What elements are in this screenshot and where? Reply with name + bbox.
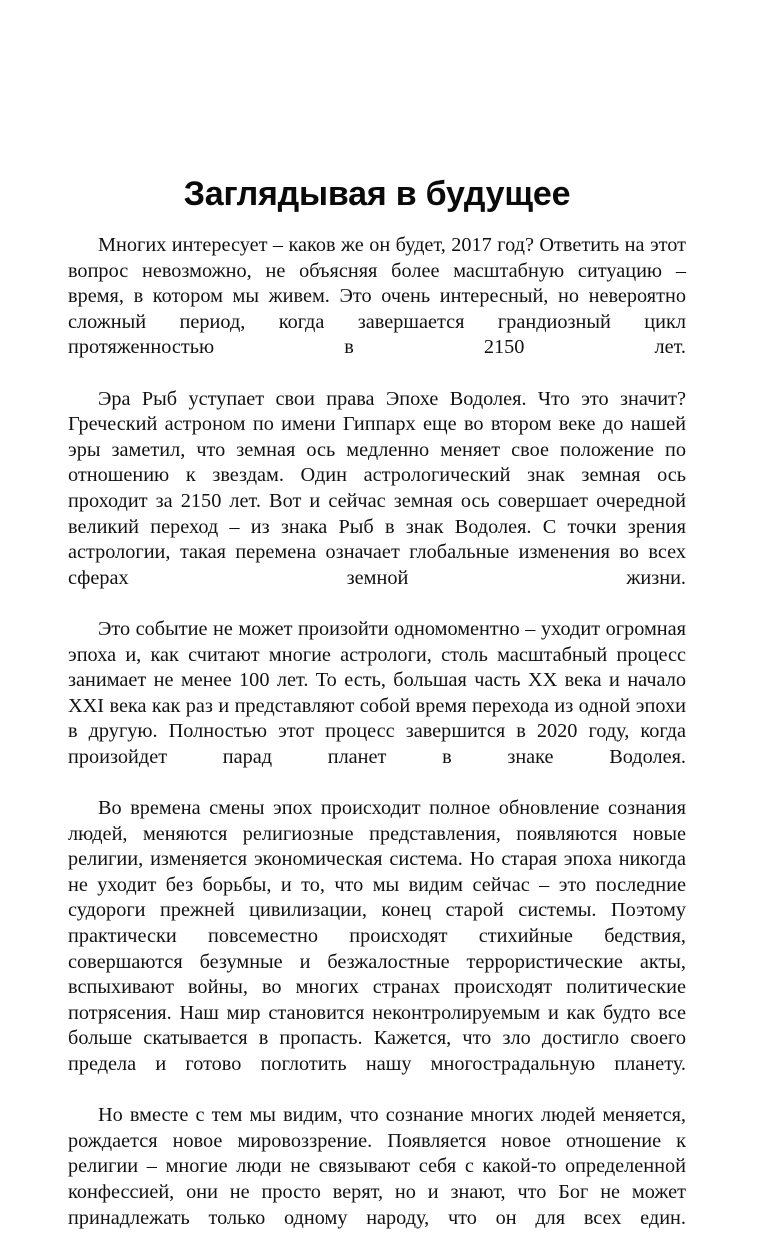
page-title: Заглядывая в будущее bbox=[183, 174, 571, 213]
paragraph: Эра Рыб уступает свои права Эпохе Водолея. Что это значит? Греческий астроном по имени Гиппарх еще во втором веке до нашей эры заметил, что земная ось медленно меняет свое положение по отношению к звездам. Один астрологический знак земная ось проходит за 2150 лет. Вот и сейчас земная ось совершает очередной великий переход – из знака Рыб в знак Водолея. С точки зрения астрологии, такая перемена означает глобальные изменения во всех сферах земной жизни. bbox=[68, 387, 686, 589]
paragraph: Это событие не может произойти одномоментно – уходит огромная эпоха и, как считают многие астрологи, столь масштабный процесс занимает не менее 100 лет. То есть, большая часть XX века и начало XXI века как раз и представляют собой время перехода из одной эпохи в другую. Полностью этот процесс завершится в 2020 году, когда произойдет парад планет в знаке Водолея. bbox=[68, 617, 686, 768]
paragraph: Во времена смены эпох происходит полное обновление сознания людей, меняются религиозные представления, появляются новые религии, изменяется экономическая система. Но старая эпоха никогда не уходит без борьбы, и то, что мы видим сейчас – это последние судороги прежней цивилизации, конец старой системы. Поэтому практически повсеместно происходят стихийные бедствия, совершаются безумные и безжалостные террористические акты, вспыхивают войны, во многих странах происходят политические потрясения. Наш мир становится неконтролируемым и как будто все больше скатывается в пропасть. Кажется, что зло достигло своего предела и готово поглотить нашу многострадальную планету. bbox=[68, 797, 686, 1075]
paragraph: Многих интересует – каков же он будет, 2017 год? Ответить на этот вопрос невозможно, не объясняя более масштабную ситуацию – время, в котором мы живем. Это очень интересный, но невероятно сложный период, когда завершается грандиозный цикл протяженностью в 2150 лет. bbox=[68, 234, 686, 359]
paragraph: Но вместе с тем мы видим, что сознание многих людей меняется, рождается новое мировоззрение. Появляется новое отношение к религии – многие люди не связывают себя с какой-то определенной конфессией, они не просто верят, но и знают, что Бог не может принадлежать только одному народу, что он для всех един. bbox=[68, 1104, 686, 1229]
body-text-block bbox=[68, 233, 686, 1257]
